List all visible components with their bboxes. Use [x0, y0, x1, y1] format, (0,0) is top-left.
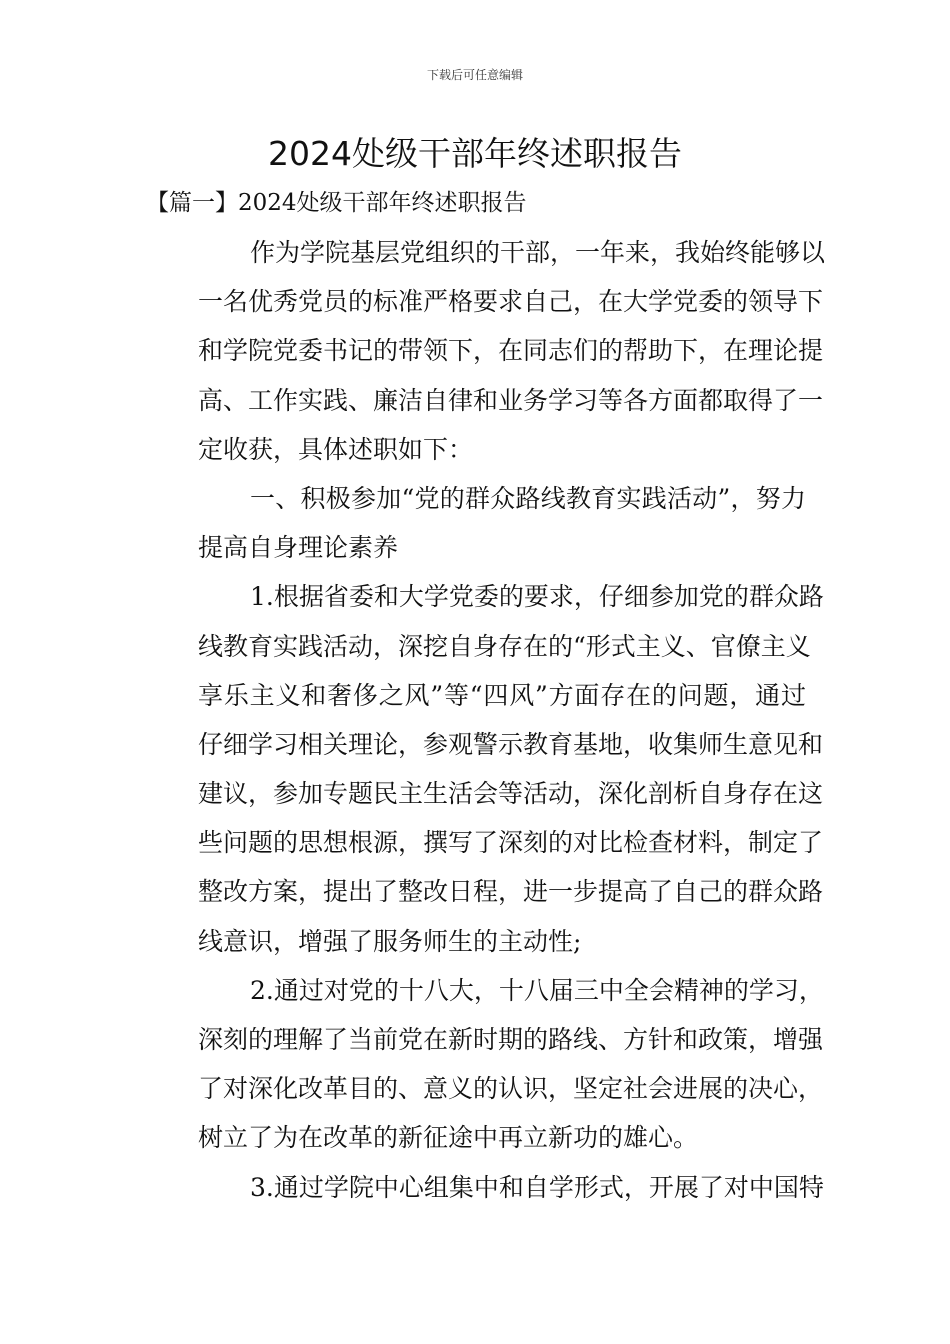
text-line: 整改方案，提出了整改日程，进一步提高了自己的群众路	[198, 877, 824, 907]
text-line: 建议，参加专题民主生活会等活动，深化剖析自身存在这	[198, 779, 824, 809]
header-note: 下载后可任意编辑	[426, 68, 523, 82]
text-line: 了对深化改革目的、意义的认识，坚定社会进展的决心，	[198, 1074, 824, 1104]
document-title: 2024处级干部年终述职报告	[268, 134, 682, 173]
text-line: 线意识，增强了服务师生的主动性;	[198, 926, 582, 956]
paragraph-heading-1	[146, 474, 806, 572]
paragraph-item-2	[146, 966, 824, 1163]
document-body	[146, 228, 826, 1212]
text-line: 提高自身理论素养	[198, 533, 399, 563]
text-line: 些问题的思想根源，撰写了深刻的对比检查材料，制定了	[198, 828, 824, 858]
section-label: 【篇一】2024处级干部年终述职报告	[146, 190, 527, 216]
text-line: 3.通过学院中心组集中和自学形式，开展了对中国特	[250, 1172, 824, 1202]
text-line: 树立了为在改革的新征途中再立新功的雄心。	[198, 1123, 699, 1153]
paragraph-item-1	[146, 572, 824, 966]
text-line: 一、积极参加“党的群众路线教育实践活动”，努力	[250, 483, 806, 513]
text-line: 定收获，具体述职如下：	[198, 434, 474, 464]
text-line: 1.根据省委和大学党委的要求，仔细参加党的群众路	[250, 582, 824, 612]
text-line: 高、工作实践、廉洁自律和业务学习等各方面都取得了一	[198, 385, 824, 415]
text-line: 仔细学习相关理论，参观警示教育基地，收集师生意见和	[198, 729, 824, 759]
text-line: 享乐主义和奢侈之风”等“四风”方面存在的问题，通过	[198, 680, 806, 710]
text-line: 作为学院基层党组织的干部，一年来，我始终能够以	[250, 238, 826, 267]
text-line: 深刻的理解了当前党在新时期的路线、方针和政策，增强	[198, 1025, 824, 1054]
text-line: 2.通过对党的十八大，十八届三中全会精神的学习，	[250, 975, 824, 1005]
text-line: 一名优秀党员的标准严格要求自己，在大学党委的领导下	[198, 287, 824, 317]
text-line: 和学院党委书记的带领下，在同志们的帮助下，在理论提	[198, 336, 824, 366]
text-line: 线教育实践活动，深挖自身存在的“形式主义、官僚主义	[198, 631, 811, 661]
paragraph-intro	[146, 228, 826, 474]
paragraph-item-3	[146, 1163, 824, 1212]
